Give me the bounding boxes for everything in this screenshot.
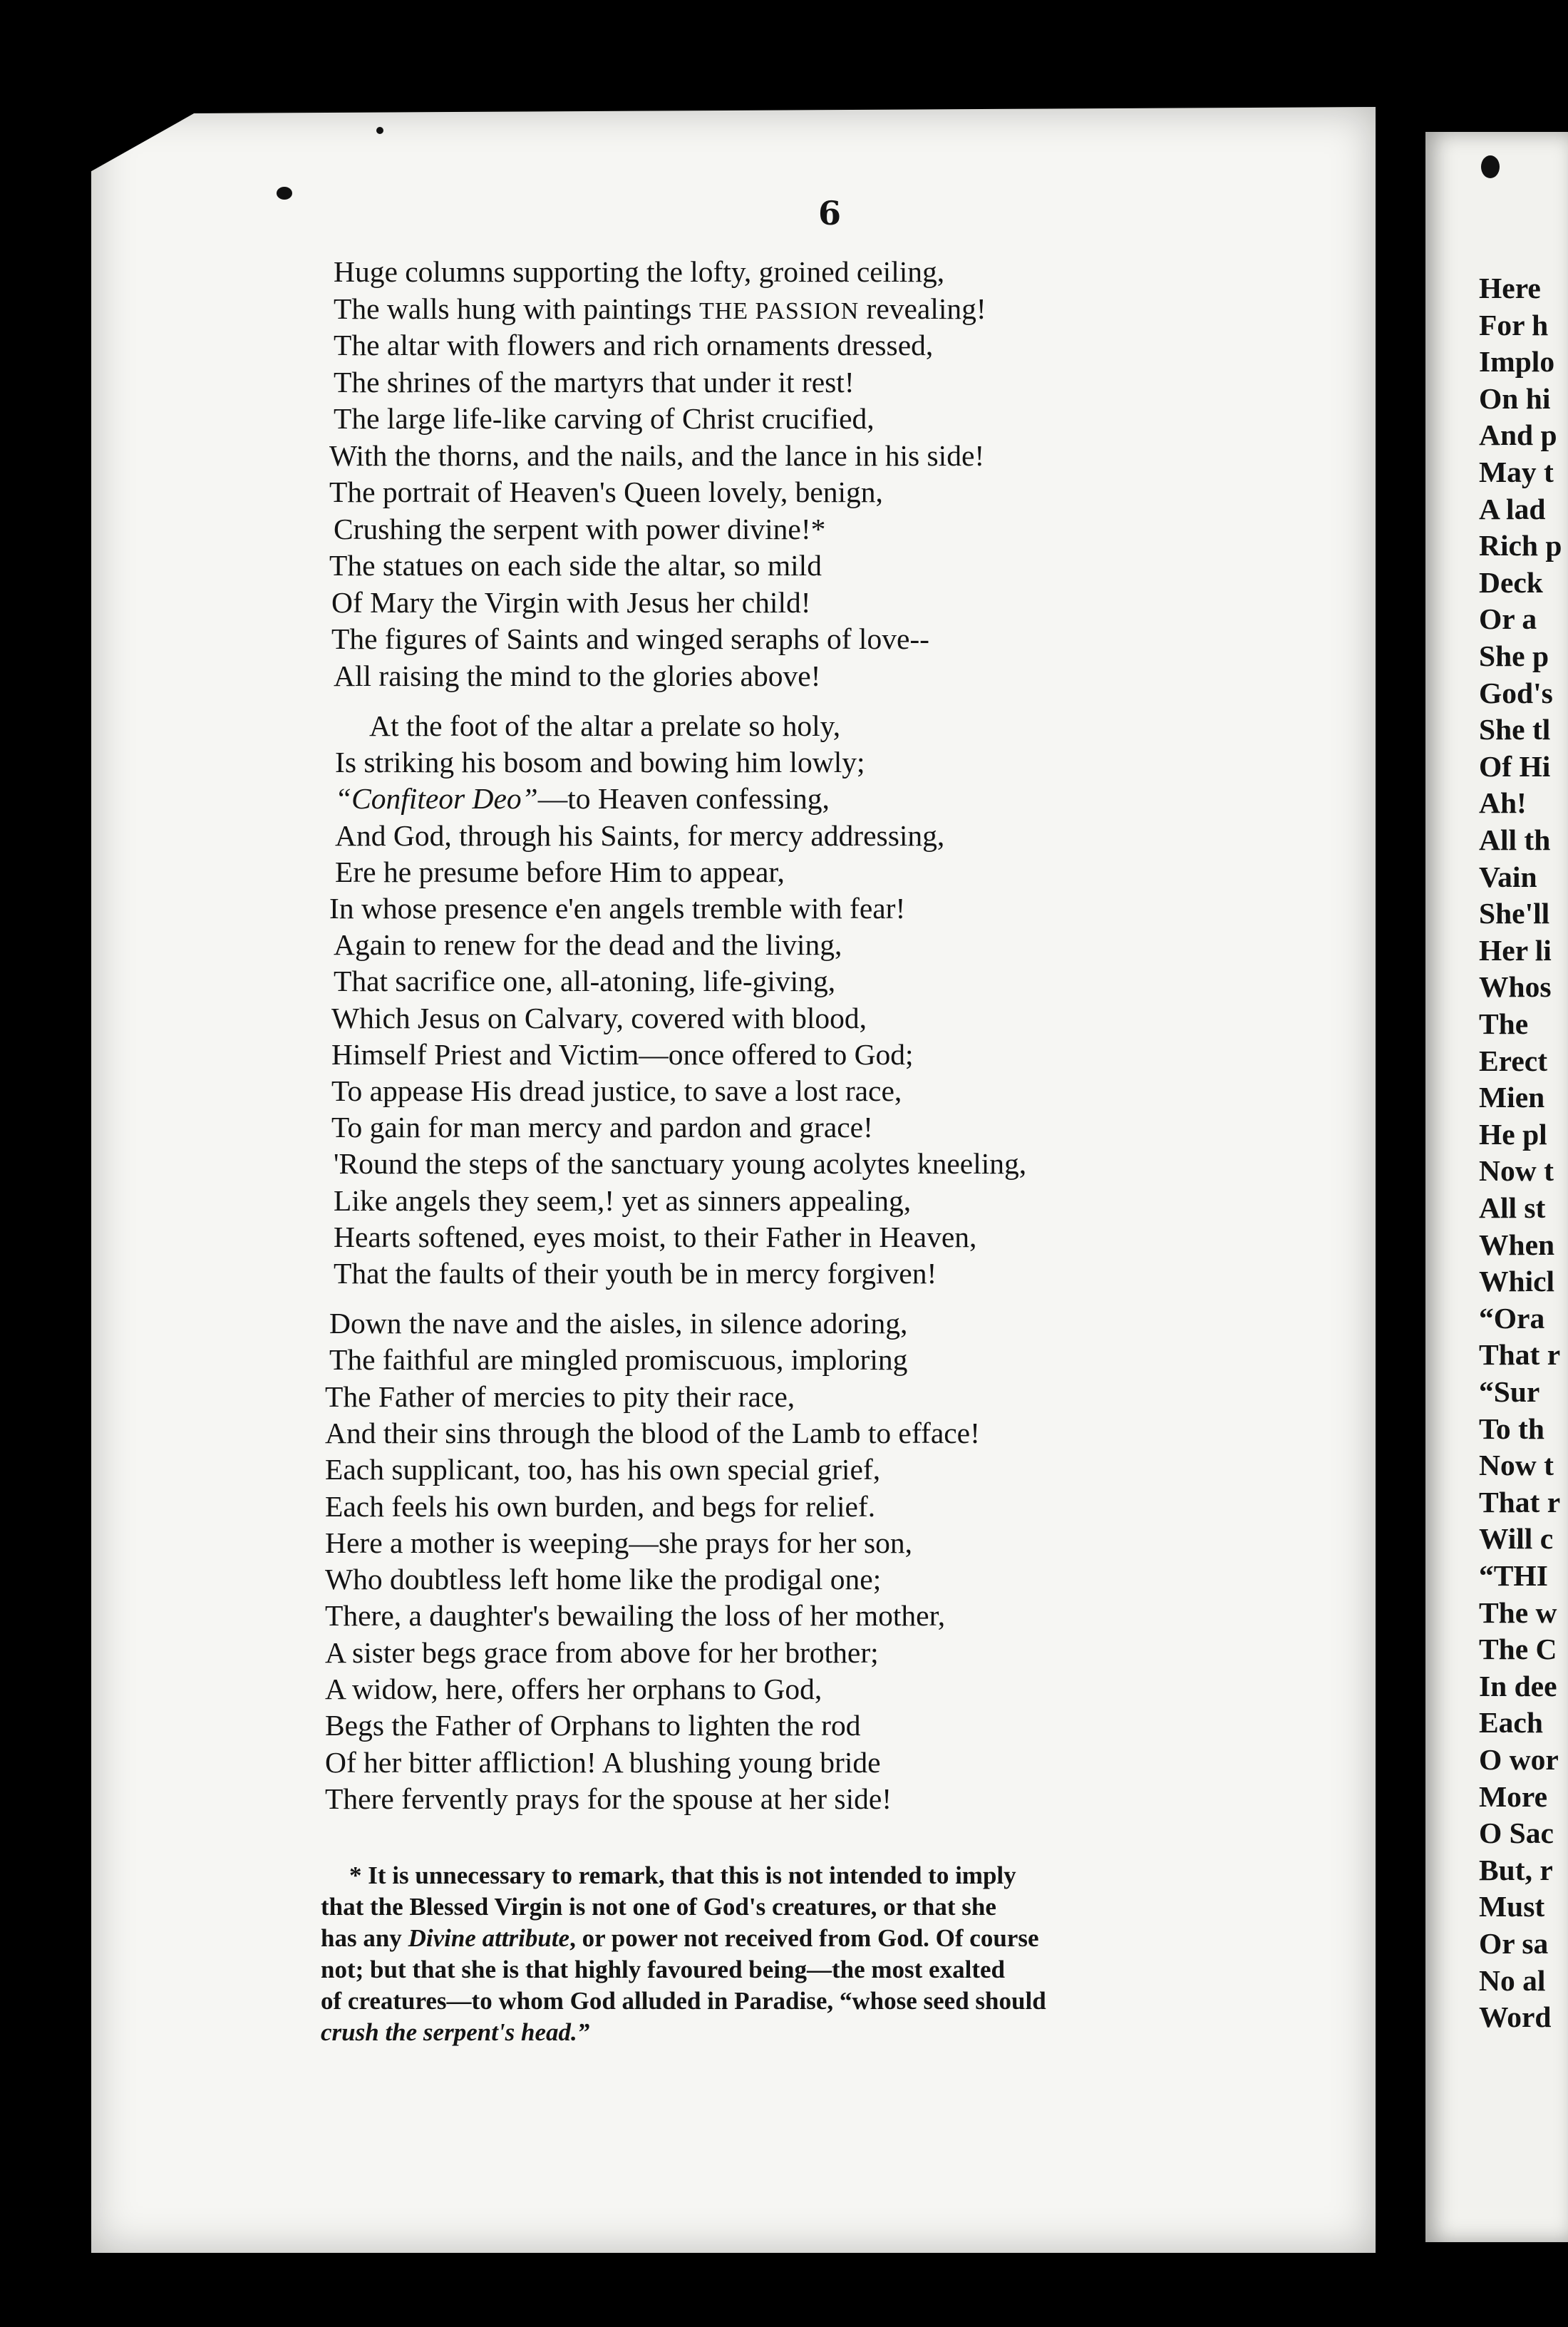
right-page-line: She p [1479, 639, 1549, 672]
right-page-line: All th [1479, 823, 1551, 856]
right-page-line: More [1479, 1779, 1548, 1813]
poem-line: The figures of Saints and winged seraphs of love-- [331, 622, 929, 655]
right-page-line: Each [1479, 1706, 1543, 1740]
right-page-line: The [1479, 1007, 1529, 1040]
right-page-line: For h [1479, 308, 1549, 341]
poem-line: To gain for man mercy and pardon and grace! [331, 1111, 873, 1144]
poem-line: With the thorns, and the nails, and the lance in his side! [329, 438, 985, 472]
ink-speck [277, 187, 292, 200]
poem-line: The portrait of Heaven's Queen lovely, benign, [329, 476, 883, 508]
right-page-line: But, r [1479, 1853, 1553, 1886]
right-page-line: Mien [1479, 1081, 1545, 1114]
right-page-line: On hi [1479, 381, 1551, 415]
right-page-line: She'll [1479, 897, 1550, 930]
poem-line: Himself Priest and Victim—once offered to God; [331, 1037, 914, 1071]
right-page-line: Vain [1479, 860, 1537, 893]
right-page-line: All st [1479, 1191, 1546, 1224]
right-page-line: O wor [1479, 1743, 1559, 1776]
poem-line: Which Jesus on Calvary, covered with blood, [331, 1001, 867, 1034]
poem-line: Who doubtless left home like the prodigal one; [325, 1563, 882, 1596]
right-page-line: She tl [1479, 713, 1551, 746]
right-page-line: The C [1479, 1633, 1557, 1666]
small-caps-phrase: THE PASSION [698, 297, 860, 324]
poem-line: The faithful are mingled promiscuous, imploring [329, 1343, 908, 1377]
right-page-line: The w [1479, 1596, 1557, 1629]
right-page-line: Rich p [1479, 529, 1562, 563]
poem-line: At the foot of the altar a prelate so holy, [369, 709, 841, 742]
poem-line: “Confiteor Deo”—to Heaven confessing, [335, 782, 830, 816]
footnote-line: not; but that she is that highly favoured being—the most exalted [321, 1956, 1005, 1983]
poem-line: Again to renew for the dead and the living, [334, 928, 842, 962]
poem-line: Ere he presume before Him to appear, [335, 855, 785, 888]
poem-line: A widow, here, offers her orphans to God, [325, 1673, 822, 1705]
right-page-line: “Sur [1479, 1375, 1540, 1408]
right-page-line: May t [1479, 456, 1554, 488]
right-page-line: “THI [1479, 1559, 1548, 1592]
poem-line: Of her bitter affliction! A blushing young bride [325, 1745, 881, 1779]
right-page-line: God's [1479, 676, 1553, 709]
footnote-line: crush the serpent's head.” [321, 2018, 590, 2046]
poem-line: Of Mary the Virgin with Jesus her child! [331, 585, 811, 619]
poem-line: Is striking his bosom and bowing him lowly; [335, 746, 865, 779]
latin-phrase: “Confiteor Deo” [335, 782, 538, 816]
poem-line: The statues on each side the altar, so mild [329, 549, 822, 582]
book-gutter [1376, 107, 1425, 2327]
right-page-line: Or a [1479, 602, 1537, 636]
right-page-line: Her li [1479, 933, 1552, 967]
poem-line: There, a daughter's bewailing the loss of her mother, [325, 1599, 946, 1633]
footnote-line: that the Blessed Virgin is not one of God's creatures, or that she [321, 1893, 996, 1921]
right-page-line: A lad [1479, 492, 1546, 525]
right-page-line: Must [1479, 1890, 1545, 1923]
poem-line: Begs the Father of Orphans to lighten the rod [325, 1709, 861, 1742]
poem-line: And their sins through the blood of the Lamb to efface! [325, 1416, 980, 1449]
poem-line: In whose presence e'en angels tremble with fear! [329, 892, 906, 925]
right-page-line: When [1479, 1228, 1555, 1261]
right-page-line: Now t [1479, 1449, 1554, 1482]
poem-line: Each feels his own burden, and begs for relief. [325, 1489, 876, 1523]
poem-line: There fervently prays for the spouse at her side! [325, 1782, 892, 1815]
right-page-line: Implo [1479, 345, 1555, 379]
poem-line: The walls hung with paintings THE PASSION revealing! [334, 292, 986, 325]
poem-line: The altar with flowers and rich ornaments dressed, [334, 329, 934, 361]
page-number: 6 [818, 194, 842, 232]
right-page-line: Of Hi [1479, 749, 1551, 783]
right-page-line: Whicl [1479, 1265, 1555, 1298]
right-page-line: Here [1479, 272, 1541, 304]
poem-line: That the faults of their youth be in mercy forgiven! [334, 1257, 937, 1290]
poem-line: A sister begs grace from above for her brother; [325, 1635, 879, 1669]
right-page-line: That r [1479, 1338, 1561, 1372]
right-page-line: To th [1479, 1412, 1544, 1445]
poem-line: The Father of mercies to pity their race, [325, 1380, 795, 1413]
poem-line: Huge columns supporting the lofty, groined ceiling, [334, 255, 945, 288]
poem-line: Hearts softened, eyes moist, to their Father in Heaven, [334, 1220, 977, 1253]
footnote-line: * It is unnecessary to remark, that this is not intended to imply [349, 1861, 1016, 1889]
poem-line: To appease His dread justice, to save a lost race, [331, 1074, 902, 1107]
poem-line: Crushing the serpent with power divine!* [334, 512, 826, 545]
footnote-line: has any Divine attribute, or power not received from God. Of course [321, 1924, 1039, 1952]
right-page-line: In dee [1479, 1669, 1557, 1702]
poem-line: Like angels they seem,! yet as sinners appealing, [334, 1183, 912, 1217]
right-page-line: Will c [1479, 1522, 1554, 1556]
right-page-line: No al [1479, 1963, 1546, 1997]
ink-speck [1481, 155, 1500, 178]
right-page-line: “Ora [1479, 1301, 1545, 1335]
poem-line: The shrines of the martyrs that under it rest! [334, 365, 855, 399]
right-page-line: And p [1479, 418, 1557, 452]
poem-line: Each supplicant, too, has his own special grief, [325, 1453, 881, 1486]
poem-line: 'Round the steps of the sanctuary young acolytes kneeling, [334, 1147, 1027, 1181]
right-page-line: Now t [1479, 1154, 1554, 1188]
right-page-line: He pl [1479, 1117, 1547, 1151]
right-page-line: Ah! [1479, 786, 1527, 820]
ink-speck [376, 127, 383, 134]
poem-line: Here a mother is weeping—she prays for her son, [325, 1526, 912, 1559]
italic-phrase: Divine attribute [408, 1924, 570, 1952]
poem-line: That sacrifice one, all-atoning, life-giving, [334, 965, 836, 998]
right-page-line: Or sa [1479, 1927, 1549, 1960]
right-page-line: That r [1479, 1485, 1561, 1519]
right-page-line: Erect [1479, 1044, 1548, 1077]
footnote-line: of creatures—to whom God alluded in Paradise, “whose seed should [321, 1987, 1046, 2015]
right-page-line: O Sac [1479, 1817, 1554, 1850]
poem-line: And God, through his Saints, for mercy addressing, [335, 818, 945, 852]
right-page-line: Whos [1479, 970, 1552, 1004]
poem-line: Down the nave and the aisles, in silence adoring, [329, 1307, 908, 1340]
right-page-line: Word [1479, 2000, 1552, 2034]
right-page-line: Deck [1479, 565, 1543, 599]
poem-line: All raising the mind to the glories above! [334, 659, 821, 692]
poem-line: The large life-like carving of Christ crucified, [334, 402, 875, 435]
